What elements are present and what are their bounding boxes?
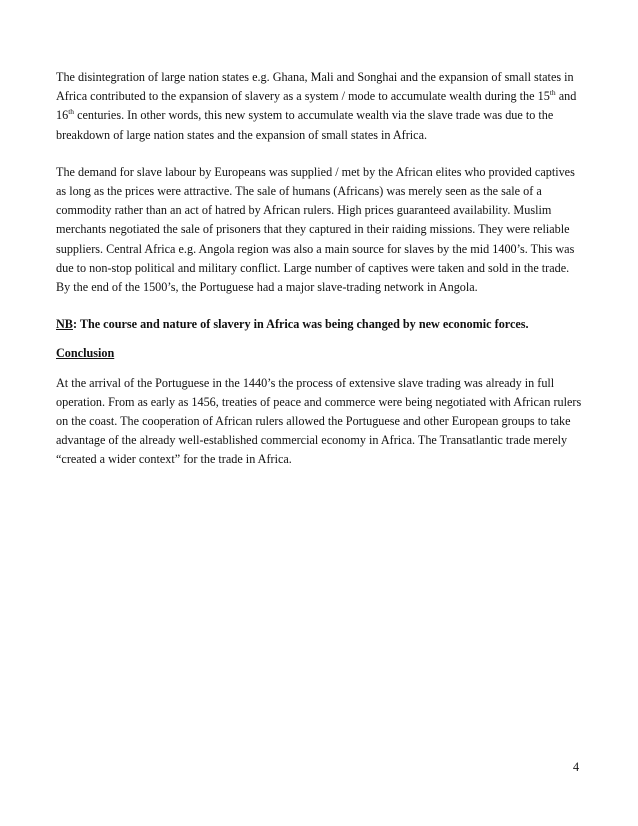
- conclusion-heading: Conclusion: [56, 346, 115, 361]
- paragraph-disintegration: [56, 68, 584, 145]
- superscript-th-1: th: [549, 88, 556, 98]
- paragraph-1-text-c: centuries. In other words, this new system to accumulate wealth via the slave trade was due to the breakdown of large nation states and the expansion of small states in Africa.: [56, 108, 554, 142]
- nb-tag: NB: [56, 317, 73, 332]
- nb-text: : The course and nature of slavery in Africa was being changed by new economic forces.: [72, 317, 529, 332]
- superscript-th-2: th: [68, 107, 75, 117]
- document-body: [56, 68, 584, 480]
- paragraph-1-text-b: and 16: [56, 89, 577, 123]
- nb-note: [56, 315, 584, 334]
- paragraph-demand: The demand for slave labour by Europeans was supplied / met by the African elites who provided captives as long as the prices were attractive. The sale of humans (Africans) was merely seen as the sale of a commodity rather than an act of hatred by African rulers. High prices guaranteed availability. Muslim merchants negotiated the sale of prisoners that they captured in their raiding missions. They were reliable suppliers. Central Africa e.g. Angola region was also a main source for slaves by the mid 1400’s. This was due to non-stop political and military conflict. Large number of captives were taken and sold in the trade. By the end of the 1500’s, the Portuguese had a major slave-trading network in Angola.: [56, 164, 575, 295]
- conclusion-paragraph: At the arrival of the Portuguese in the 1440’s the process of extensive slave trading was already in full operation. From as early as 1456, treaties of peace and commerce were being negotiated with African rulers on the coast. The cooperation of African rulers allowed the Portuguese and other European groups to take advantage of the already well-established commercial economy in Africa. The Transatlantic trade merely “created a wider context” for the trade in Africa.: [56, 375, 582, 467]
- page-number: 4: [573, 760, 580, 774]
- paragraph-1-text-a: The disintegration of large nation states e.g. Ghana, Mali and Songhai and the expansion of small states in Africa contributed to the expansion of slavery as a system / mode to accumulate wealth during the 15: [56, 70, 574, 104]
